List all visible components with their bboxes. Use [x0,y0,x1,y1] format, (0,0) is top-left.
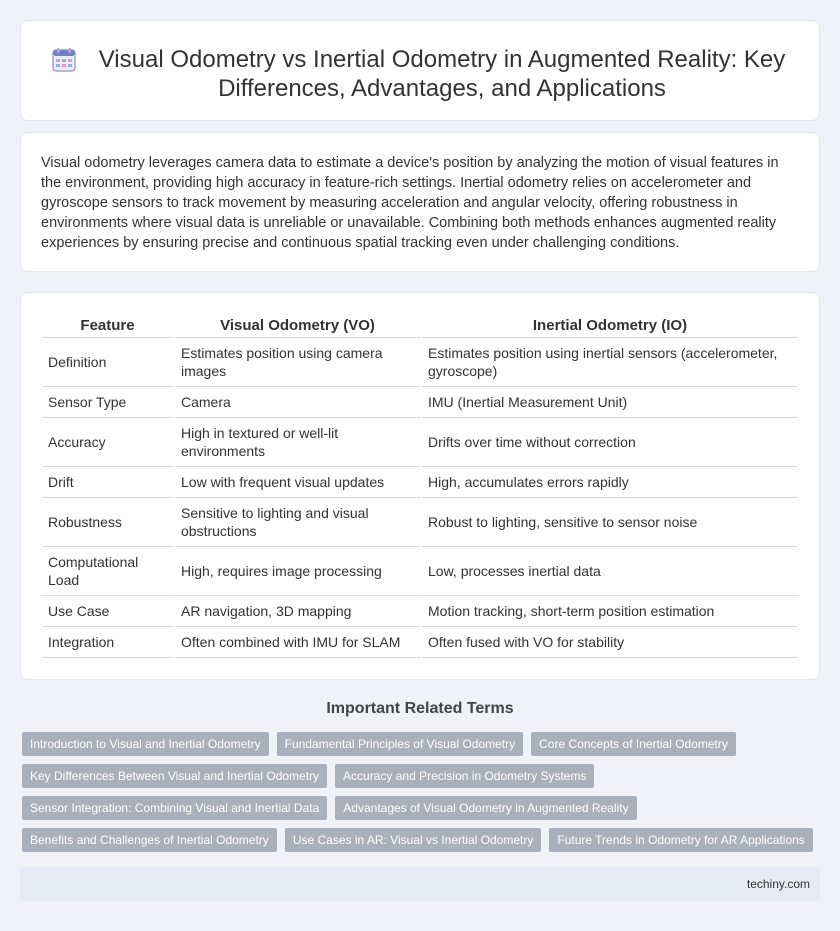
table-row [42,466,798,497]
related-term-link[interactable]: Fundamental Principles of Visual Odometry [277,732,524,756]
table-row [42,626,798,657]
related-term-link[interactable]: Introduction to Visual and Inertial Odometry [22,732,269,756]
page-title: Visual Odometry vs Inertial Odometry in Augmented Reality: Key Differences, Advantages, and Applications [98,46,786,102]
header-visual-odometry: Visual Odometry (VO) [174,313,421,337]
header-feature: Feature [42,313,174,337]
table-row [42,417,798,466]
table-cell: Accuracy [42,417,174,466]
table-cell: Drifts over time without correction [421,417,798,466]
related-term-link[interactable]: Advantages of Visual Odometry in Augmented Reality [335,796,636,820]
footer [20,867,820,901]
table-cell: Computational Load [42,546,174,595]
related-terms-heading: Important Related Terms [326,700,514,717]
related-term-link[interactable]: Key Differences Between Visual and Inertial Odometry [22,764,327,788]
table-cell: IMU (Inertial Measurement Unit) [421,386,798,417]
table-cell: Estimates position using inertial sensors (accelerometer, gyroscope) [421,337,798,386]
table-cell: Integration [42,626,174,657]
table-cell: Use Case [42,595,174,626]
comparison-table-card [20,292,820,680]
intro-paragraph: Visual odometry leverages camera data to estimate a device's position by analyzing the motion of visual features in the environment, providing high accuracy in feature-rich settings. Inertial odometry relies on accelerometer and gyroscope sensors to track movement by measuring acceleration and angular velocity, offering robustness in environments where visual data is unreliable or unavailable. Combining both methods enhances augmented reality experiences by ensuring precise and continuous spatial tracking even under challenging conditions. [41,155,779,251]
calendar-grid-icon [51,47,77,73]
table-cell: High in textured or well-lit environments [174,417,421,466]
table-cell: Often combined with IMU for SLAM [174,626,421,657]
related-term-link[interactable]: Accuracy and Precision in Odometry Systems [335,764,594,788]
header-inertial-odometry: Inertial Odometry (IO) [421,313,798,337]
header-card [20,20,820,121]
table-cell: Camera [174,386,421,417]
related-term-link[interactable]: Use Cases in AR: Visual vs Inertial Odometry [285,828,542,852]
table-cell: AR navigation, 3D mapping [174,595,421,626]
table-cell: Often fused with VO for stability [421,626,798,657]
comparison-table [42,313,798,658]
table-row [42,386,798,417]
table-cell: Drift [42,466,174,497]
table-row [42,497,798,546]
table-cell: Sensor Type [42,386,174,417]
table-cell: High, accumulates errors rapidly [421,466,798,497]
related-term-link[interactable]: Core Concepts of Inertial Odometry [531,732,736,756]
table-cell: Robustness [42,497,174,546]
table-cell: Estimates position using camera images [174,337,421,386]
intro-card [20,132,820,272]
table-header-row [42,313,798,337]
table-cell: Low, processes inertial data [421,546,798,595]
table-cell: Sensitive to lighting and visual obstructions [174,497,421,546]
table-cell: High, requires image processing [174,546,421,595]
footer-site-name[interactable]: techiny.com [746,877,810,891]
related-term-link[interactable]: Sensor Integration: Combining Visual and Inertial Data [22,796,327,820]
table-row [42,337,798,386]
table-cell: Motion tracking, short-term position estimation [421,595,798,626]
table-cell: Definition [42,337,174,386]
related-term-link[interactable]: Future Trends in Odometry for AR Applications [549,828,812,852]
related-terms-list [22,732,822,860]
table-row [42,595,798,626]
table-cell: Robust to lighting, sensitive to sensor noise [421,497,798,546]
related-term-link[interactable]: Benefits and Challenges of Inertial Odometry [22,828,277,852]
table-row [42,546,798,595]
table-cell: Low with frequent visual updates [174,466,421,497]
